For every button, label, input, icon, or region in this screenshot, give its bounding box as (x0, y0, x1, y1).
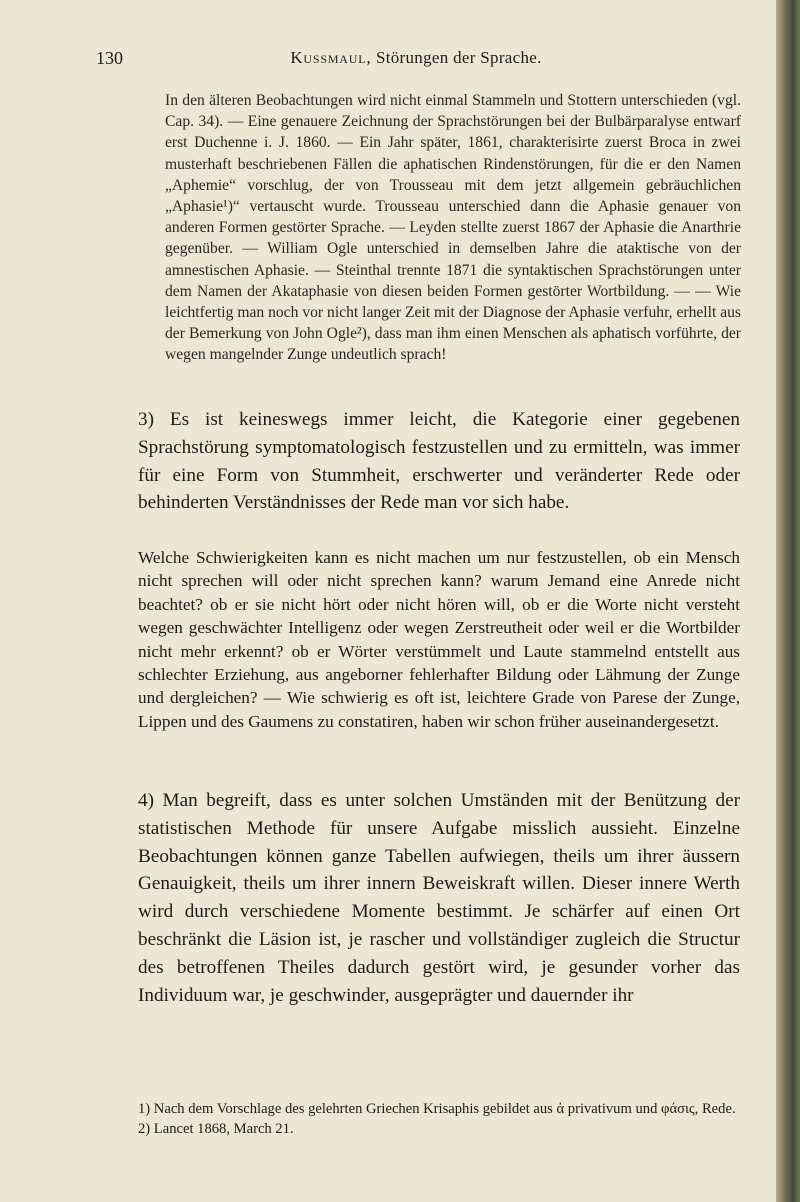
running-head-title: Störungen der Sprache. (375, 48, 542, 67)
running-head-author: Kussmaul, (290, 48, 372, 67)
footnote-1: 1) Nach dem Vorschlage des gelehrten Griechen Krisaphis gebildet aus ἀ privativum und φάσις, Rede. (138, 1101, 736, 1117)
running-head (96, 48, 736, 68)
paragraph-difficulties: Welche Schwierigkeiten kann es nicht machen um nur festzustellen, ob ein Mensch nicht sprechen will oder nicht sprechen kann? warum Jemand eine Anrede nicht beachtet? ob er sie nicht hört oder nicht hören will, ob er die Worte nicht versteht wegen geschwächter Intelligenz oder wegen Zerstreutheit oder weil er die Wortbilder nicht mehr erkennt? ob er Wörter verstümmelt und Laute stammelnd entstellt aus schlechter Erziehung, aus angeborner fehlerhafter Bildung oder Lähmung der Zunge und dergleichen? — Wie schwierig es oft ist, leichtere Grade von Parese der Zunge, Lippen und des Gaumens zu constatiren, haben wir schon früher auseinandergesetzt. (138, 548, 740, 731)
page-header (96, 46, 736, 72)
footnotes (138, 1100, 740, 1139)
book-binding-edge (776, 0, 800, 1202)
paragraph-section-4: 4) Man begreift, dass es unter solchen Umständen mit der Benützung der statistischen Methode für unsere Aufgabe misslich aussieht. Einzelne Beobachtungen können ganze Tabellen aufwiegen, theils um ihrer äussern Genauigkeit, theils um ihrer innern Beweiskraft willen. Dieser innere Werth wird durch verschiedene Momente bestimmt. Je schärfer auf einen Ort beschränkt die Läsion ist, je rascher und vollständiger zugleich die Structur des betroffenen Theiles dadurch gestört wird, je gesunder vorher das Individuum war, je geschwinder, ausgeprägter und dauernder ihr (138, 790, 740, 1006)
footnote-2: 2) Lancet 1868, March 21. (138, 1120, 294, 1137)
paragraph-section-3: 3) Es ist keineswegs immer leicht, die Kategorie einer gegebenen Sprachstörung symptomatologisch festzustellen und zu ermitteln, was immer für eine Form von Stummheit, erschwerter und veränderter Rede oder behinderten Verständnisses der Rede man vor sich habe. (138, 409, 740, 514)
page-number: 130 (96, 48, 123, 68)
paragraph-history: In den älteren Beobachtungen wird nicht einmal Stammeln und Stottern unterschieden (vgl. Cap. 34). — Eine genauere Zeichnung der Sprachstörungen bei der Bulbärparalyse entwarf erst Duchenne i. J. 1860. — Ein Jahr später, 1861, charakterisirte zuerst Broca in zwei musterhaft beschriebenen Fällen die aphatischen Rindenstörungen, für die er den Namen „Aphemie“ vorschlug, der von Trousseau mit dem jetzt allgemein gebräuchlichen „Aphasie¹)“ vertauscht wurde. Trousseau unterschied dann die Aphasie genauer von anderen Formen gestörter Sprache. — Leyden stellte zuerst 1867 der Aphasie die Anarthrie gegenüber. — William Ogle unterschied in demselben Jahre die ataktische von der amnestischen Aphasie. — Steinthal trennte 1871 die syntaktischen Sprachstörungen unter dem Namen der Akataphasie von diesen beiden Formen gestörter Wortbildung. — — Wie leichtfertig man noch vor nicht langer Zeit mit der Diagnose der Aphasie verfuhr, erhellt aus der Bemerkung von John Ogle²), dass man ihm einen Menschen als aphatisch vorführte, der wegen mangelnder Zunge undeutlich sprach! (165, 92, 741, 364)
